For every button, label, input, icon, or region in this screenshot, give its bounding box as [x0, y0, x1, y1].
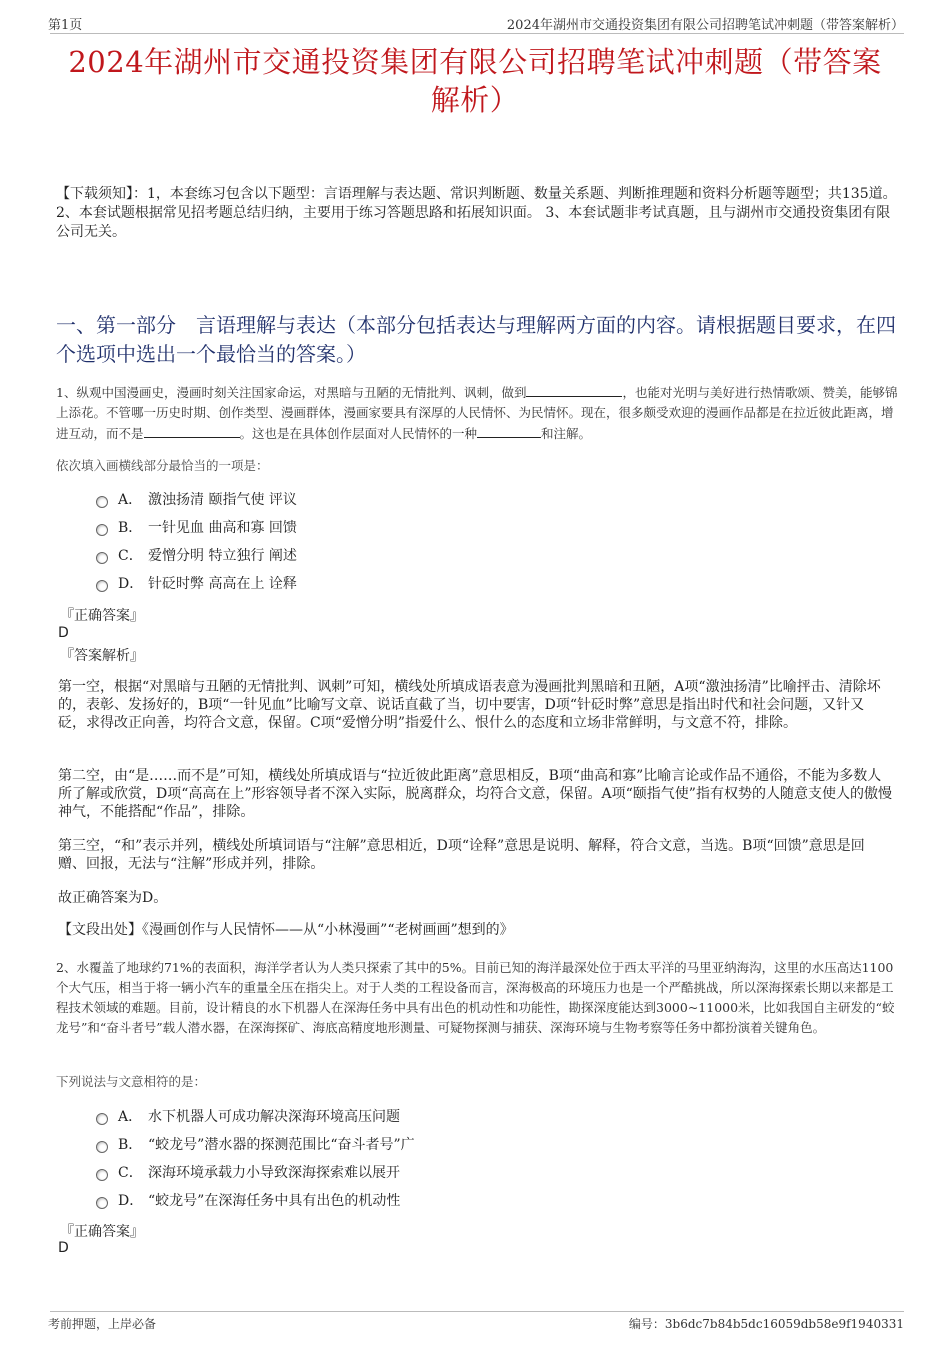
title-line-1: 2024年湖州市交通投资集团有限公司招聘笔试冲刺题（带答案 — [68, 45, 882, 79]
q1-prompt: 依次填入画横线部分最恰当的一项是： — [56, 458, 269, 473]
q2-answer-label: 『正确答案』 — [60, 1224, 144, 1240]
header-doc-title: 2024年湖州市交通投资集团有限公司招聘笔试冲刺题（带答案解析） — [506, 18, 904, 33]
q2-answer: D — [58, 1240, 69, 1256]
page-number: 第1页 — [48, 18, 83, 33]
radio-icon[interactable] — [96, 580, 108, 592]
download-notice: 【下载须知】：1，本套练习包含以下题型：言语理解与表达题、常识判断题、数量关系题、判断推理题和资料分析题等题型；共135道。 2、本套试题根据常见招考题总结归纳，主要用于练习答题思路和拓展知识面。 3、本套试题非考试真题，且与湖州市交通投资集团有限公司无关。 — [56, 186, 897, 240]
radio-icon[interactable] — [96, 1197, 108, 1209]
q1-analysis-1: 第一空，根据“对黑暗与丑陋的无情批判、讽刺”可知，横线处所填成语表意为漫画批判黑暗和丑陋，A项“激浊扬清”比喻抨击、清除坏的，表彰、发扬好的，B项“一针见血”比喻写文章、说话直截了当，切中要害，D项“针砭时弊”意思是指出时代和社会问题，又针又砭，求得改正向善，均符合文意，保留。C项“爱憎分明”指爱什么、恨什么的态度和立场非常鲜明，与文意不符，排除。 — [58, 679, 881, 731]
radio-icon[interactable] — [96, 524, 108, 536]
question-1-text — [56, 382, 904, 444]
q1-text-b: ，也能对光明与美好进行热情歌颂、赞美，能够锦上添花。不管哪一历史时期、创作类型、漫画群体，漫画家要具有深厚的人民情怀、为民情怀。现在，很多颇受欢迎的漫画作品都是在拉近彼此距离，增进互动，而不是 — [56, 385, 898, 441]
q2-option-a[interactable]: A． 水下机器人可成功解决深海环境高压问题 — [96, 1106, 400, 1128]
q2-option-d[interactable]: D． “蛟龙号”在深海任务中具有出色的机动性 — [96, 1190, 400, 1212]
footer-divider — [50, 1311, 904, 1312]
q1-analysis-4: 故正确答案为D。 — [58, 890, 168, 906]
q1-blank-3 — [477, 423, 541, 438]
q1-answer-label: 『正确答案』 — [60, 608, 144, 624]
q1-option-c[interactable]: C． 爱憎分明 特立独行 阐述 — [96, 545, 297, 567]
q1-text-c: 。这也是在具体创作层面对人民情怀的一种 — [239, 426, 478, 441]
q1-source: 【文段出处】《漫画创作与人民情怀——从“小林漫画”“老树画画”想到的》 — [58, 922, 514, 938]
radio-icon[interactable] — [96, 1141, 108, 1153]
q1-analysis-3: 第三空，“和”表示并列，横线处所填词语与“注解”意思相近，D项“诠释”意思是说明、解释，符合文意，当选。B项“回馈”意思是回赠、回报，无法与“注解”形成并列，排除。 — [58, 838, 865, 872]
q1-option-d[interactable]: D． 针砭时弊 高高在上 诠释 — [96, 573, 297, 595]
q1-text-a: 1、纵观中国漫画史，漫画时刻关注国家命运，对黑暗与丑陋的无情批判、讽刺，做到 — [56, 385, 527, 400]
q1-blank-2 — [144, 423, 240, 438]
document-title — [40, 43, 910, 119]
q1-option-b[interactable]: B． 一针见血 曲高和寡 回馈 — [96, 517, 297, 539]
q1-answer: D — [58, 625, 69, 641]
radio-icon[interactable] — [96, 1169, 108, 1181]
q2-option-b[interactable]: B． “蛟龙号”潜水器的探测范围比“奋斗者号”广 — [96, 1134, 415, 1156]
question-2-text: 2、水覆盖了地球约71%的表面积，海洋学者认为人类只探索了其中的5%。目前已知的海洋最深处位于西太平洋的马里亚纳海沟，这里的水压高达1100个大气压，相当于将一辆小汽车的重量全压在指尖上。对于人类的工程设备而言，深海极高的环境压力也是一个严酷挑战，所以深海探索长期以来都是工程技术领域的难题。目前，设计精良的水下机器人在深海任务中具有出色的机动性和功能性，勘探深度能达到3000~11000米，比如我国自主研发的“蛟龙号”和“奋斗者号”载人潜水器，在深海探矿、海底高精度地形测量、可疑物探测与捕获、深海环境与生物考察等任务中都扮演着关键角色。 — [56, 960, 895, 1035]
q2-prompt: 下列说法与文意相符的是： — [56, 1074, 207, 1089]
q1-analysis-2: 第二空，由“是……而不是”可知，横线处所填成语与“拉近彼此距离”意思相反，B项“曲高和寡”比喻言论或作品不通俗，不能为多数人所了解或欣赏，D项“高高在上”形容领导者不深入实际，脱离群众，均符合文意，保留。A项“颐指气使”指有权势的人随意支使人的傲慢神气，不能搭配“作品”，排除。 — [58, 768, 892, 820]
q2-option-c[interactable]: C． 深海环境承载力小导致深海探索难以展开 — [96, 1162, 400, 1184]
q1-blank-1 — [526, 382, 622, 397]
title-line-2: 解析） — [430, 83, 520, 117]
q1-analysis-label: 『答案解析』 — [60, 648, 144, 664]
radio-icon[interactable] — [96, 1113, 108, 1125]
header-divider — [50, 33, 904, 34]
radio-icon[interactable] — [96, 552, 108, 564]
q1-option-a[interactable]: A． 激浊扬清 颐指气使 评议 — [96, 489, 297, 511]
document-id: 编号：3b6dc7b84b5dc16059db58e9f1940331 — [628, 1317, 904, 1331]
radio-icon[interactable] — [96, 496, 108, 508]
footer-slogan: 考前押题，上岸必备 — [48, 1317, 157, 1331]
q1-text-d: 和注解。 — [541, 426, 592, 441]
section-heading: 一、第一部分 言语理解与表达（本部分包括表达与理解两方面的内容。请根据题目要求，在四个选项中选出一个最恰当的答案。） — [56, 313, 896, 366]
